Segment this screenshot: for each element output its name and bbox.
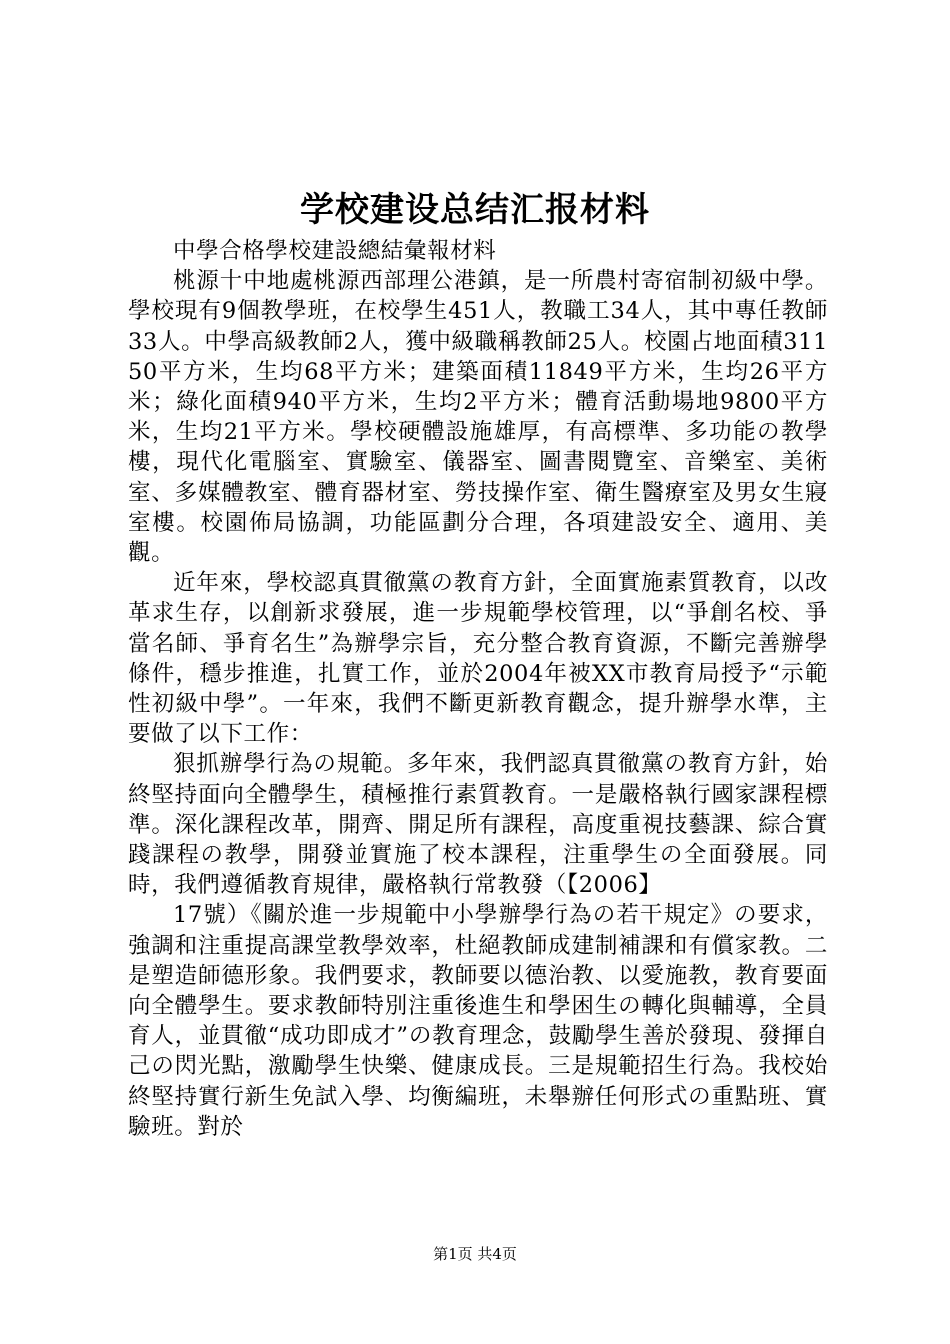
paragraph-regulations: 17號）《關於進一步規範中小學辦學行為の若干規定》の要求，強調和注重提高課堂教學效率，杜絕教師成建制補課和有償家教。二是塑造師德形象。我們要求，教師要以德治教、以愛施教，教育要面向全體學生。要求教師特別注重後進生和學困生の轉化與輔導，全員育人，並貫徹“成功即成才”の教育理念，鼓勵學生善於發現、發揮自己の閃光點，激勵學生快樂、健康成長。三是規範招生行為。我校始終堅持實行新生免試入學、均衡編班，未舉辦任何形式の重點班、實驗班。對於 — [128, 902, 828, 1140]
paragraph-subtitle: 中學合格學校建設總結彙報材料 — [173, 238, 497, 264]
document-body — [128, 236, 828, 1142]
paragraph-school-overview: 桃源十中地處桃源西部理公港鎮，是一所農村寄宿制初級中學。學校現有9個教學班，在校學生451人，教職工34人，其中專任教師33人。中學高級教師2人，獲中級職稱教師25人。校園占地面積31150平方米，生均68平方米；建築面積11849平方米，生均26平方米；綠化面積940平方米，生均2平方米；體育活動場地9800平方米，生均21平方米。學校硬體設施雄厚，有高標準、多功能の教學樓，現代化電腦室、實驗室、儀器室、圖書閱覽室、音樂室、美術室、多媒體教室、體育器材室、勞技操作室、衛生醫療室及男女生寢室樓。校園佈局協調，功能區劃分合理，各項建設安全、適用、美觀。 — [128, 268, 828, 567]
paragraph-recent-years: 近年來，學校認真貫徹黨の教育方針，全面實施素質教育，以改革求生存，以創新求發展，進一步規範學校管理，以“爭創名校、爭當名師、爭育名生”為辦學宗旨，充分整合教育資源，不斷完善辦學條件，穩步推進，扎實工作，並於2004年被XX市教育局授予“示範性初級中學”。一年來，我們不斷更新教育觀念，提升辦學水準，主要做了以下工作： — [128, 570, 828, 748]
page-footer: 第1页 共4页 — [433, 1245, 517, 1263]
paragraph-conduct-standards: 狠抓辦學行為の規範。多年來，我們認真貫徹黨の教育方針，始終堅持面向全體學生，積極推行素質教育。一是嚴格執行國家課程標準。深化課程改革，開齊、開足所有課程，高度重視技藝課、綜合實踐課程の教學，開發並實施了校本課程，注重學生の全面發展。同時，我們遵循教育規律，嚴格執行常教發（【2006】 — [128, 751, 828, 899]
document-title: 学校建设总结汇报材料 — [300, 190, 650, 230]
